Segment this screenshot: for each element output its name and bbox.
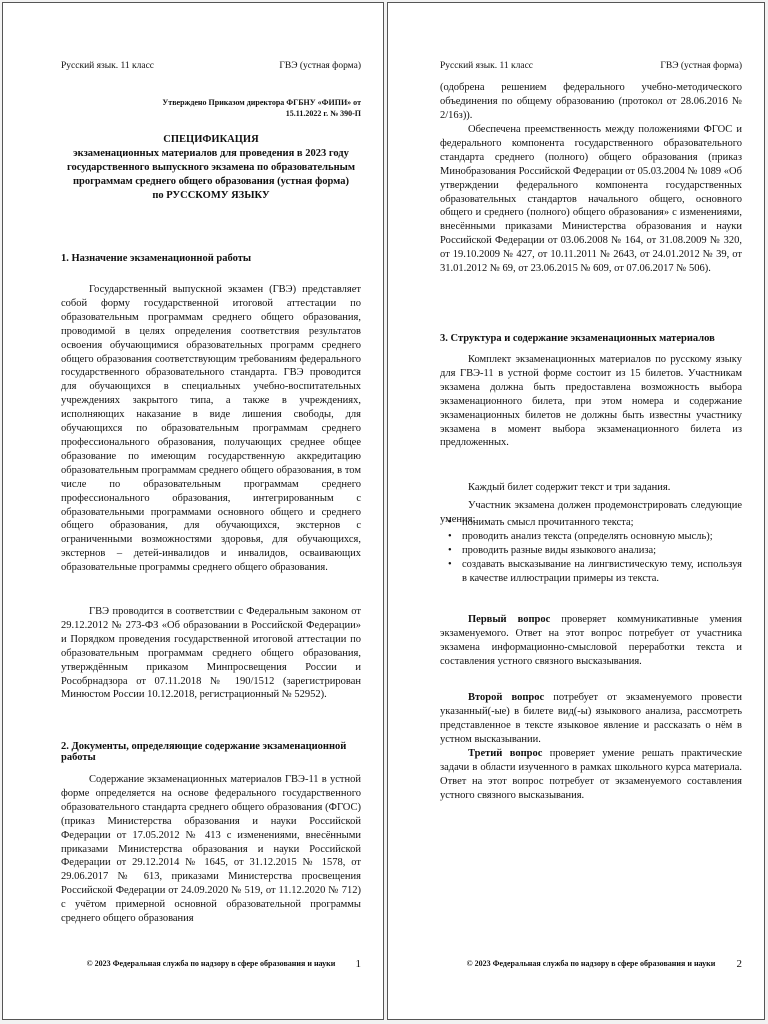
question-3-paragraph (440, 747, 742, 803)
question-2-paragraph (440, 691, 742, 747)
section-3-heading: 3. Структура и содержание экзаменационных материалов (440, 333, 715, 344)
question-2-text: потребует от экзаменуемого провести указанный(-ые) в билете вид(-ы) языкового анализа, рассмотреть представленное в тексте языковое явление и рассказать о нём в устном высказывании. (440, 692, 742, 745)
section-1-paragraph-1: Государственный выпускной экзамен (ГВЭ) представляет собой форму государственной итоговой аттестации по образовательным программам среднего общего образования, проводимой в целях определения соответствия результатов освоения обучающимися образовательных программ среднего общего образования соответствующим требованиям федерального государственного образовательного стандарта. ГВЭ проводится для обучающихся в специальных учебно-воспитательных учреждениях закрытого типа, а также в учреждениях, исполняющих наказание в виде лишения свободы, для обучающихся по образовательным программам среднего профессионального образования, получающих среднее общее образование по имеющим государственную аккредитацию образовательным программам среднего общего образования, в том числе по образовательным программам среднего профессионального образования, интегрированным с образовательными программами основного общего и среднего общего образования, для обучающихся, экстернов с ограниченными возможностями здоровья, для обучающихся, экстернов – детей-инвалидов и инвалидов, осваивающих образовательные программы среднего общего образования. (61, 284, 361, 574)
question-1-paragraph (440, 613, 742, 669)
document-page-1 (2, 2, 384, 1020)
title-line: СПЕЦИФИКАЦИЯ (163, 134, 259, 145)
document-page-2 (387, 2, 765, 1020)
question-2-label: Второй вопрос (468, 692, 545, 703)
skills-list (440, 516, 742, 586)
page-footer: © 2023 Федеральная служба по надзору в сфере образования и науки (86, 959, 336, 968)
section-3-paragraph-2: Каждый билет содержит текст и три задания. (468, 482, 671, 493)
page-number: 1 (355, 958, 361, 970)
title-line: программам среднего общего образования (устная форма) (72, 176, 350, 187)
page-footer: © 2023 Федеральная служба по надзору в сфере образования и науки (466, 959, 716, 968)
list-item: • проводить анализ текста (определять основную мысль); (440, 530, 742, 544)
question-1-text: проверяет коммуникативные умения экзаменуемого. Ответ на этот вопрос потребует от участника экзамена информационно-смысловой переработки текста и составления устного связного высказывания. (440, 614, 743, 667)
question-3-text: проверяет умение решать практические задачи в области изученного в рамках школьного курса материала. Ответ на этот вопрос потребует от экзаменуемого составления устного связного высказывания. (440, 748, 742, 801)
header-exam-form: ГВЭ (устная форма) (660, 61, 742, 71)
list-item: • проводить разные виды языкового анализа; (440, 544, 742, 558)
header-subject: Русский язык. 11 класс (440, 61, 534, 71)
document-title (61, 133, 361, 203)
continued-paragraph: (одобрена решением федерального учебно-методического объединения по общему образованию (протокол от 28.06.2016 № 2/16з)). (440, 82, 742, 121)
section-3-paragraph-3: Участник экзамена должен продемонстрировать следующие умения: (440, 500, 742, 525)
section-1-heading: 1. Назначение экзаменационной работы (61, 253, 252, 264)
section-2-heading: 2. Документы, определяющие содержание экзаменационной работы (61, 741, 347, 763)
title-line: по РУССКОМУ ЯЗЫКУ (152, 190, 270, 201)
section-2-paragraph-1: Содержание экзаменационных материалов ГВЭ-11 в устной форме определяется на основе федерального государственного образовательного стандарта среднего общего образования (ФГОС) (приказ Министерства образования и науки Российской Федерации от 17.05.2012 № 413 с изменениями, внесёнными приказами Министерства образования и науки Российской Федерации от 29.12.2014 № 1645, от 31.12.2015 № 1578, от 29.06.2017 № 613, приказами Министерства просвещения Российской Федерации от 24.09.2020 № 519, от 11.12.2020 № 712) с учётом примерной основной образовательной программы среднего общего образования (61, 774, 361, 925)
section-3-paragraph-1: Комплект экзаменационных материалов по русскому языку для ГВЭ-11 в устной форме состоит из 15 билетов. Участникам экзамена должна быть предоставлена возможность выбора экзаменационного билета, при этом номера и содержание экзаменационных билетов не должны быть известны участнику экзамена в момент выбора экзаменационного билета из предложенных. (440, 354, 742, 449)
title-line: экзаменационных материалов для проведения в 2023 году (73, 148, 349, 159)
section-1-paragraph-2: ГВЭ проводится в соответствии с Федеральным законом от 29.12.2012 № 273-ФЗ «Об образовании в Российской Федерации» и Порядком проведения государственной итоговой аттестации по образовательным программам среднего общего образования, утверждённым приказом Минпросвещения России и Рособрнадзора от 07.11.2018 № 190/1512 (зарегистрирован Минюстом России 10.12.2018, регистрационный № 52952). (61, 606, 361, 701)
header-subject: Русский язык. 11 класс (61, 61, 155, 71)
list-item: • создавать высказывание на лингвистическую тему, используя в качестве иллюстрации примеры из текста. (440, 558, 742, 586)
list-item: • понимать смысл прочитанного текста; (440, 516, 742, 530)
title-line: государственного выпускного экзамена по образовательным (66, 162, 355, 173)
question-3-label: Третий вопрос (468, 748, 543, 759)
continuity-paragraph: Обеспечена преемственность между положениями ФГОС и федерального компонента государственного образовательного стандарта среднего (полного) общего образования (приказ Минобразования Российской Федерации от 05.03.2004 № 1089 «Об утверждении федерального компонента государственных образовательных стандартов начального общего, основного общего и среднего (полного) общего образования» с изменениями, внесёнными приказами Министерства образования и науки Российской Федерации от 03.06.2008 № 164, от 31.08.2009 № 320, от 19.10.2009 № 427, от 10.11.2011 № 2643, от 24.01.2012 № 39, от 31.01.2012 № 69, от 23.06.2015 № 609, от 07.06.2017 № 506). (440, 124, 742, 275)
question-1-label: Первый вопрос (468, 614, 551, 625)
header-exam-form: ГВЭ (устная форма) (279, 61, 361, 71)
approval-note: Утверждено Приказом директора ФГБНУ «ФИПИ» от 15.11.2022 г. № 390-П (162, 98, 361, 118)
page-number: 2 (736, 958, 742, 970)
